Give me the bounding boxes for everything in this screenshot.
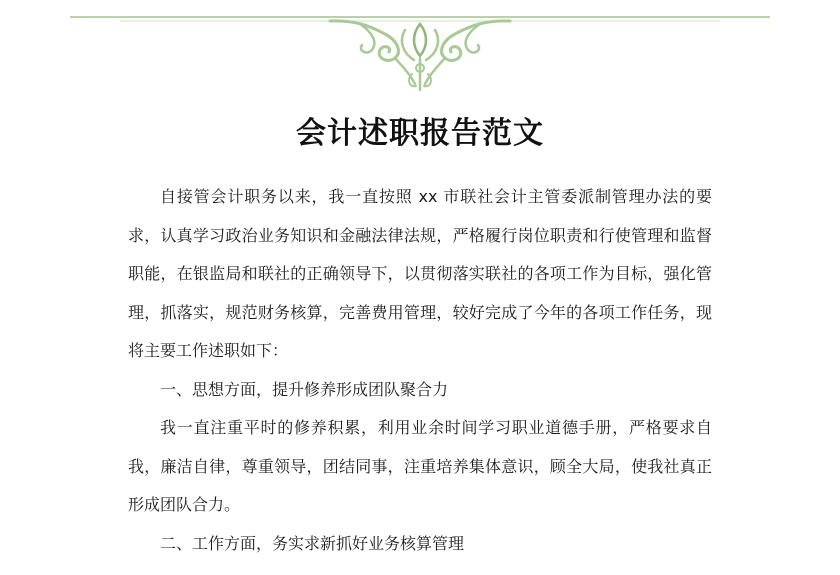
paragraph-intro: 自接管会计职务以来，我一直按照 xx 市联社会计主管委派制管理办法的要求，认真学习政治业务知识和金融法律法规，严格履行岗位职责和行使管理和监督职能，在银监局和联社的正确领导下，以贯彻落实联社的各项工作为目标，强化管理，抓落实，规范财务核算，完善费用管理，较好完成了今年的各项工作任务，现将主要工作述职如下：: [128, 187, 712, 360]
document-title: 会计述职报告范文: [296, 116, 544, 151]
section-heading-2: 二、工作方面，务实求新抓好业务核算管理: [160, 533, 465, 553]
paragraph-section-1: 我一直注重平时的修养积累，利用业余时间学习职业道德手册，严格要求自我，廉洁自律，尊重领导，团结同事，注重培养集体意识，顾全大局，使我社真正形成团队合力。: [128, 418, 712, 514]
document-body: [128, 178, 712, 563]
section-heading-1: 一、思想方面，提升修养形成团队聚合力: [160, 379, 449, 399]
decorative-header-ornament: [0, 0, 840, 92]
